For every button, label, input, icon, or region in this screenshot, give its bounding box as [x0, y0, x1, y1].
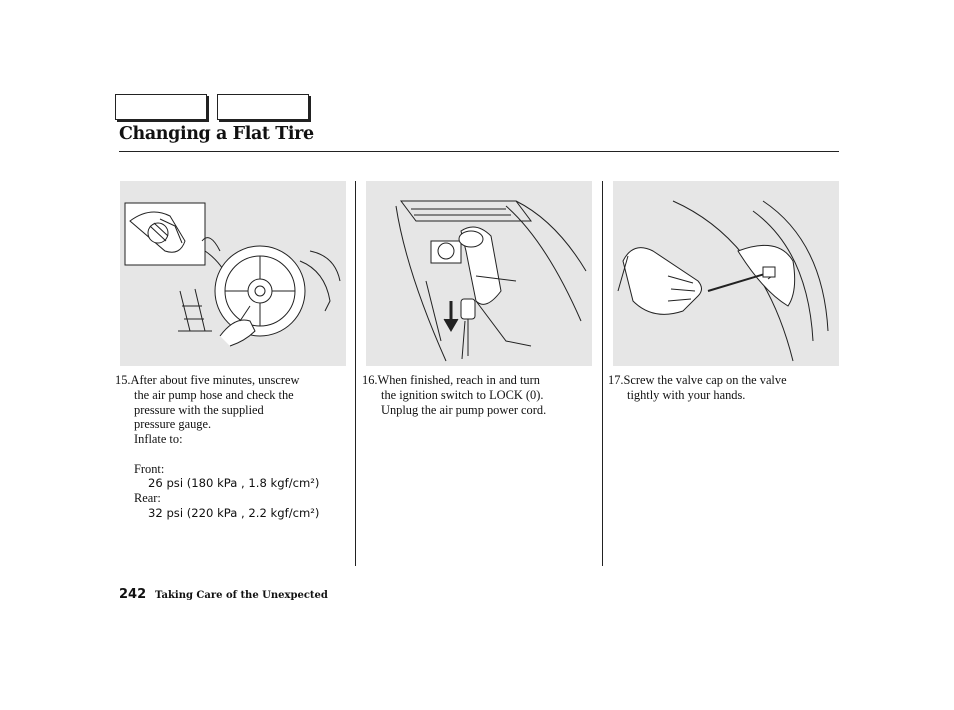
step-text-line: Unplug the air pump power cord. [381, 402, 547, 417]
nav-tab-2[interactable] [217, 94, 309, 120]
figure-ignition-power-cord [366, 181, 592, 366]
step-text-line: the air pump hose and check the [134, 387, 294, 402]
rear-label: Rear: [134, 491, 161, 506]
step-16 [362, 373, 546, 417]
front-pressure-value: 26 psi (180 kPa , 1.8 kgf/cm²) [148, 476, 320, 491]
step-text-line: When finished, reach in and turn [377, 373, 540, 387]
step-number: 17. [608, 373, 624, 387]
inflation-spec [134, 432, 319, 521]
figure-valve-cap [613, 181, 839, 366]
page-title: Changing a Flat Tire [119, 124, 314, 144]
figure-tire-pressure-check [120, 181, 346, 366]
front-label: Front: [134, 461, 165, 476]
step-text-line: pressure gauge. [134, 417, 212, 432]
step-text-line: pressure with the supplied [134, 402, 264, 417]
step-text-line: tightly with your hands. [627, 387, 746, 402]
step-text-line: After about five minutes, unscrew [130, 373, 300, 387]
nav-tab-1[interactable] [115, 94, 207, 120]
step-number: 16. [362, 373, 378, 387]
title-rule [119, 151, 839, 152]
step-17 [608, 373, 787, 403]
step-number: 15. [115, 373, 131, 387]
section-name: Taking Care of the Unexpected [155, 590, 328, 601]
rear-pressure-value: 32 psi (220 kPa , 2.2 kgf/cm²) [148, 505, 320, 520]
step-15 [115, 373, 299, 432]
step-text-line: the ignition switch to LOCK (0). [381, 387, 544, 402]
page-number: 242 [119, 587, 147, 602]
step-text-line: Screw the valve cap on the valve [623, 373, 787, 387]
inflate-intro: Inflate to: [134, 432, 183, 446]
column-divider [602, 181, 603, 566]
column-divider [355, 181, 356, 566]
